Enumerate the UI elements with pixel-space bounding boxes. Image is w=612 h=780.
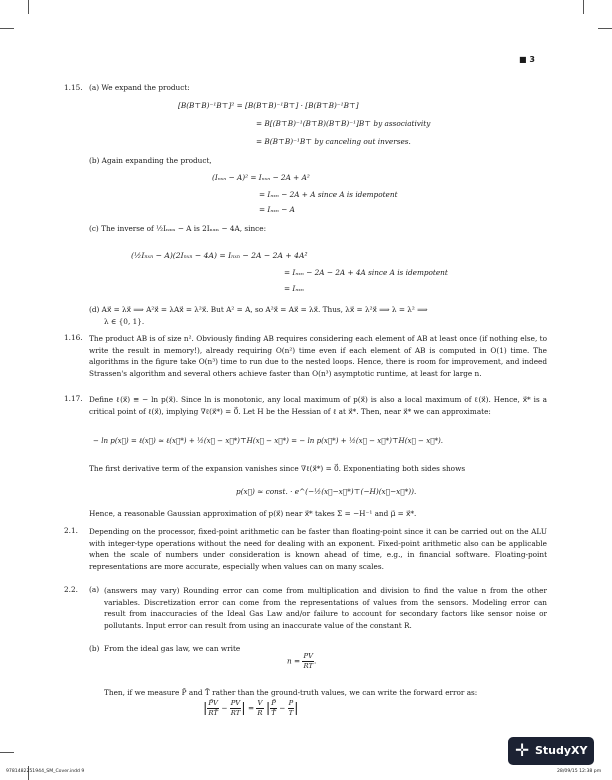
print-slug-left: 9781482251944_SM_Cover.indd 9 xyxy=(6,769,85,774)
part-a-label: (a) xyxy=(89,585,100,594)
fraction xyxy=(270,699,277,718)
answer-text: Then, if we measure P̄ and T̄ rather than the ground-truth values, we can write the forward error as: xyxy=(104,688,478,697)
numerator: P̄V xyxy=(208,699,218,707)
crop-mark xyxy=(583,0,584,14)
part-a-intro: (a) We expand the product: xyxy=(89,83,190,92)
part-d-line: λ ∈ {0, 1}. xyxy=(104,317,145,326)
problem-number-1-17: 1.17. xyxy=(64,394,83,403)
answer-text: Hence, a reasonable Gaussian approximation of p(x⃗) near x⃗* takes Σ = −H⁻¹ and μ⃗ = x⃗*. xyxy=(89,509,417,518)
equation-line: p(x⃗) ≈ const. · e^(−½(x⃗−x⃗*)⊤(−H)(x⃗−x⃗*)). xyxy=(236,487,417,496)
denominator: R xyxy=(257,709,263,717)
part-b-label: (b) xyxy=(89,644,100,653)
fraction xyxy=(302,652,314,671)
problem-number-2-2: 2.2. xyxy=(64,585,78,594)
equation-lhs: n = xyxy=(287,656,301,666)
equation-line: = Iₙₓₙ − 2A − 2A + 4A since A is idempotent xyxy=(284,268,448,277)
plus-icon: ✛ xyxy=(515,741,530,761)
denominator: RT xyxy=(230,709,241,717)
part-b-intro: (b) Again expanding the product, xyxy=(89,156,212,165)
problem-number-1-15: 1.15. xyxy=(64,83,83,92)
numerator: PV xyxy=(303,652,313,660)
numerator: P̄ xyxy=(271,699,276,707)
fraction xyxy=(230,699,242,718)
denominator: T xyxy=(288,709,294,717)
equation-line: [B(B⊤B)⁻¹B⊤]² = [B(B⊤B)⁻¹B⊤] · [B(B⊤B)⁻¹B⊤] xyxy=(178,101,359,110)
fraction xyxy=(256,699,263,718)
equation-line: − ln p(x⃗) = ℓ(x⃗) ≈ ℓ(x⃗*) + ½(x⃗ − x⃗*)⊤H(x⃗ − x⃗*) = − ln p(x⃗*) + ½(x⃗ − x⃗*)⊤H(x⃗ − x⃗*). xyxy=(93,436,444,445)
ideal-gas-equation: n = $\frac{PV}{RT}$ . xyxy=(287,652,317,670)
crop-mark xyxy=(0,752,14,753)
equation-line: = Iₙₓₙ xyxy=(284,284,304,293)
equation-line: = Iₙₓₙ − 2A + A since A is idempotent xyxy=(259,190,398,199)
answer-text: The first derivative term of the expansion vanishes since ∇ℓ(x⃗*) = 0⃗. Exponentiating both sides shows xyxy=(89,464,466,473)
badge-label: StudyXY xyxy=(535,744,588,757)
print-slug-right: 28/09/15 12:38 pm xyxy=(557,769,602,774)
denominator: RT xyxy=(303,662,314,670)
studyxy-badge[interactable] xyxy=(508,737,594,765)
numerator: P xyxy=(288,699,294,707)
problem-number-1-16: 1.16. xyxy=(64,333,83,342)
equation-line: = B[(B⊤B)⁻¹(B⊤B)(B⊤B)⁻¹]B⊤ by associativity xyxy=(256,119,431,128)
answer-paragraph: Depending on the processor, fixed-point arithmetic can be faster than floating-point since it can be carried out on the ALU with integer-type operations without the need for dealing with an exponent. Fixed-point arithmetic also can be applicable when the scale of numbers under consideration is known ahead of time, e.g., in financial software. Floating-point representations are more accurate, especially when values can on many scales. xyxy=(89,527,547,571)
equation-line: = Iₙₓₙ − A xyxy=(259,205,295,214)
fraction xyxy=(207,699,219,718)
part-c-intro: (c) The inverse of ½Iₙₓₙ − A is 2Iₙₓₙ − 4A, since: xyxy=(89,224,267,233)
answer-paragraph: The product AB is of size n². Obviously finding AB requires considering each element of AB at least once (if nothing else, to write the result in memory!), already requiring O(n²) time even if each element of AB is computed in O(1) time. The algorithms in the figure take O(n³) time to run due to the nested loops. Hence, there is room for improvement, and indeed Strassen's algorithm and several others achieve faster than O(n³) asymptotic runtime, at least for large n. xyxy=(89,334,547,378)
equation-line: (½Iₙₓₙ − A)(2Iₙₓₙ − 4A) = Iₙₓₙ − 2A − 2A + 4A² xyxy=(131,251,308,260)
denominator: RT̄ xyxy=(208,709,218,717)
equation-line: (Iₙₓₙ − A)² = Iₙₓₙ − 2A + A² xyxy=(212,173,310,182)
page-number: ■ 3 xyxy=(519,55,535,64)
answer-text: From the ideal gas law, we can write xyxy=(104,644,241,653)
answer-paragraph: (answers may vary) Rounding error can come from multiplication and division to find the value n from the other variables. Discretization error can come from the representations of values from the sensors. Modeling error can result from inaccuracies of the Ideal Gas Law and/or failure to account for secondary factors like sensor noise or pollutants. Input error can result from using an inaccurate value of the constant R. xyxy=(104,586,547,630)
crop-mark xyxy=(598,28,612,29)
crop-mark xyxy=(0,28,14,29)
denominator: T̄ xyxy=(271,709,276,717)
numerator: PV xyxy=(230,699,241,707)
part-d-line: (d) Ax⃗ = λx⃗ ⟹ A²x⃗ = λAx⃗ = λ²x⃗. But A² = A, so A²x⃗ = Ax⃗ = λx⃗. Thus, λx⃗ = λ²x⃗ ⟹ λ = λ² ⟹ xyxy=(89,305,428,314)
crop-mark xyxy=(28,0,29,14)
problem-number-2-1: 2.1. xyxy=(64,526,78,535)
answer-paragraph: Define ℓ(x⃗) ≡ − ln p(x⃗). Since ln is monotonic, any local maximum of p(x⃗) is also a local maximum of ℓ(x⃗). Hence, x⃗* is a critical point of ℓ(x⃗), implying ∇ℓ(x⃗*) = 0⃗. Let H be the Hessian of ℓ at x⃗*. Then, near x⃗* we can approximate: xyxy=(89,395,547,416)
forward-error-equation: | $\frac{P̄V}{RT̄}$ − $\frac{PV}{RT}$ | = $\frac{V}{R}$ | $\frac{P̄}{T̄}$ − $\frac{P}{T}$ | xyxy=(203,699,299,717)
equation-line: = B(B⊤B)⁻¹B⊤ by canceling out inverses. xyxy=(256,137,411,146)
numerator: V xyxy=(257,699,263,707)
